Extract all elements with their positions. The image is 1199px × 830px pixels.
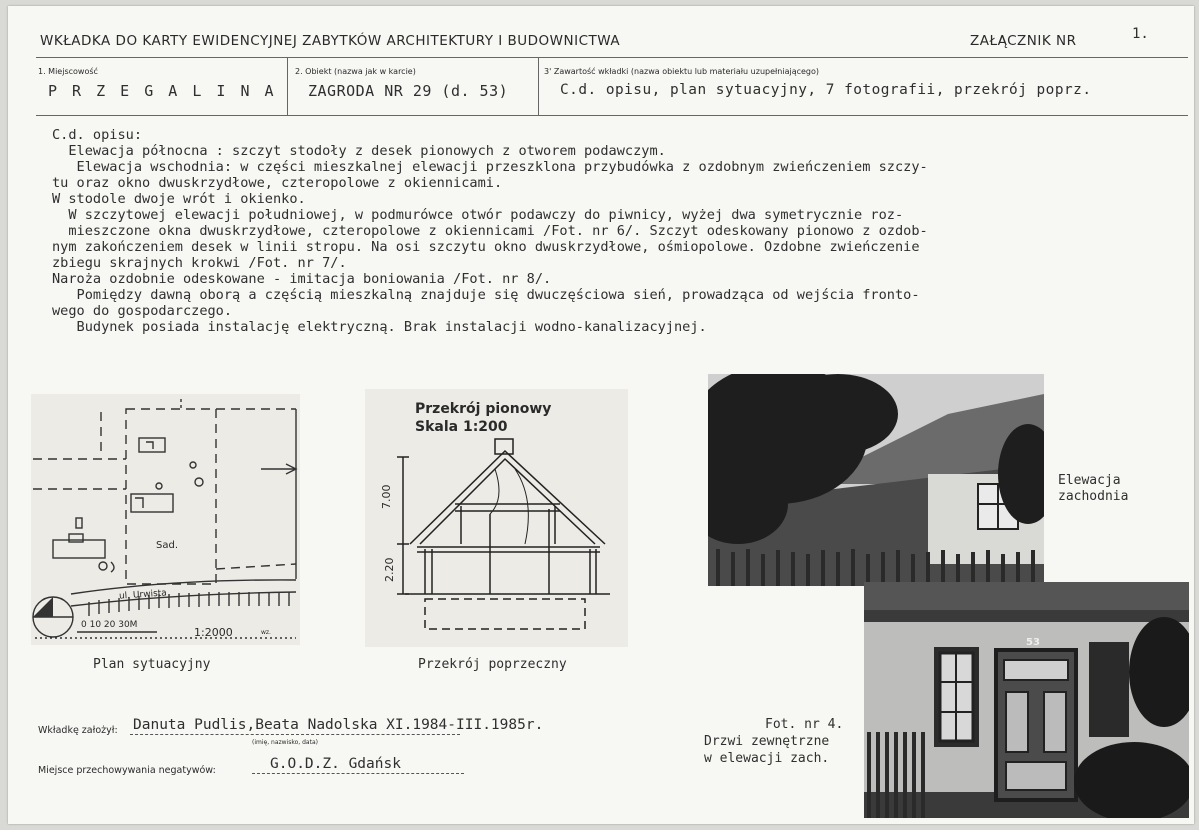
object-label: 2. Obiekt (nazwa jak w karcie) <box>295 67 416 76</box>
description-line: Pomiędzy dawną oborą a częścią mieszkalną znajduje się dwuczęściowa sień, prowadząca od wejścia fronto- <box>52 287 920 303</box>
storage-label: Miejsce przechowywania negatywów: <box>38 765 216 776</box>
section-caption: Przekrój poprzeczny <box>418 657 567 672</box>
west-caption-line1: Elewacja <box>1058 473 1121 488</box>
photo-west-elevation <box>708 374 1044 586</box>
description-line: W stodole dwoje wrót i okienko. <box>52 191 306 207</box>
door-caption-line3: w elewacji zach. <box>704 751 830 766</box>
storage-value: G.O.D.Z. Gdańsk <box>270 756 401 772</box>
field-divider-2 <box>538 57 539 115</box>
description-line: Elewacja wschodnia: w części mieszkalnej elewacji przeszklona przybudówka z ozdobnym zwieńczeniem szczy- <box>52 159 928 175</box>
scale-ratio: 1:2000 <box>194 626 233 639</box>
scale-bar-label: 0 10 20 30M <box>81 620 138 630</box>
authors-underline <box>130 733 460 735</box>
west-caption-line2: zachodnia <box>1058 489 1129 504</box>
content-value: C.d. opisu, plan sytuacyjny, 7 fotografii, przekrój poprz. <box>560 82 1092 98</box>
place-label: 1. Miejscowość <box>38 67 98 76</box>
description-line: Naroża ozdobnie odeskowane - imitacja boniowania /Fot. nr 8/. <box>52 271 552 287</box>
section-scale: Skala 1:200 <box>415 419 508 435</box>
description-line: wego do gospodarczego. <box>52 303 233 319</box>
site-plan-drawing <box>31 394 300 645</box>
place-value: P R Z E G A L I N A <box>48 82 277 100</box>
header-rule-top <box>36 57 1188 58</box>
site-plan <box>31 394 300 645</box>
plan-caption: Plan sytuacyjny <box>93 657 211 672</box>
content-label: 3' Zawartość wkładki (nazwa obiektu lub materiału uzupełniającego) <box>544 67 820 76</box>
description-line: nym zakończeniem desek w linii stropu. Na osi szczytu okno dwuskrzydłowe, ośmiopolowe. Ozdobne zwieńczenie <box>52 239 920 255</box>
dim-lower: 2.20 <box>383 557 396 582</box>
description-line: Budynek posiada instalację elektryczną. Brak instalacji wodno-kanalizacyjnej. <box>52 319 707 335</box>
storage-underline <box>252 772 464 774</box>
description-line: W szczytowej elewacji południowej, w podmurówce otwór podawczy do piwnicy, wyżej dwa symetrycznie roz- <box>52 207 904 223</box>
dim-total: 7.00 <box>380 484 393 509</box>
corner-mark: wz. <box>261 629 271 636</box>
photo-door <box>864 582 1189 818</box>
description-line: Elewacja północna : szczyt stodoły z desek pionowych z otworem podawczym. <box>52 143 666 159</box>
authors-hint: (imię, nazwisko, data) <box>252 739 318 746</box>
document-sheet <box>8 6 1194 824</box>
door-caption-line2: Drzwi zewnętrzne <box>704 734 830 749</box>
description-line: C.d. opisu: <box>52 127 143 143</box>
authors-label: Wkładkę założył: <box>38 725 118 736</box>
annex-number: 1. <box>1132 26 1149 42</box>
photo-door-image <box>864 582 1189 818</box>
description-line: tu oraz okno dwuskrzydłowe, czteropolowe z okiennicami. <box>52 175 503 191</box>
garden-label: Sad. <box>156 540 179 551</box>
field-divider-1 <box>287 57 288 115</box>
annex-label: ZAŁĄCZNIK NR <box>970 33 1077 49</box>
photo-west-image <box>708 374 1044 586</box>
document-title: WKŁADKA DO KARTY EWIDENCYJNEJ ZABYTKÓW ARCHITEKTURY I BUDOWNICTWA <box>40 33 621 49</box>
section-title: Przekrój pionowy <box>415 401 552 417</box>
door-number: 53 <box>1026 637 1040 648</box>
street-label: ul. Urwista <box>118 588 168 602</box>
description-text <box>52 127 928 335</box>
object-value: ZAGRODA NR 29 (d. 53) <box>308 82 509 100</box>
header-rule-bottom <box>36 115 1188 116</box>
authors-value: Danuta Pudlis,Beata Nadolska XI.1984-III.1985r. <box>133 717 544 733</box>
description-line: zbiegu skrajnych krokwi /Fot. nr 7/. <box>52 255 347 271</box>
door-caption-line1: Fot. nr 4. <box>765 717 844 732</box>
cross-section <box>365 389 628 647</box>
description-line: mieszczone okna dwuskrzydłowe, czteropolowe z okiennicami /Fot. nr 6/. Szczyt odeskowany pionowo z ozdob- <box>52 223 928 239</box>
